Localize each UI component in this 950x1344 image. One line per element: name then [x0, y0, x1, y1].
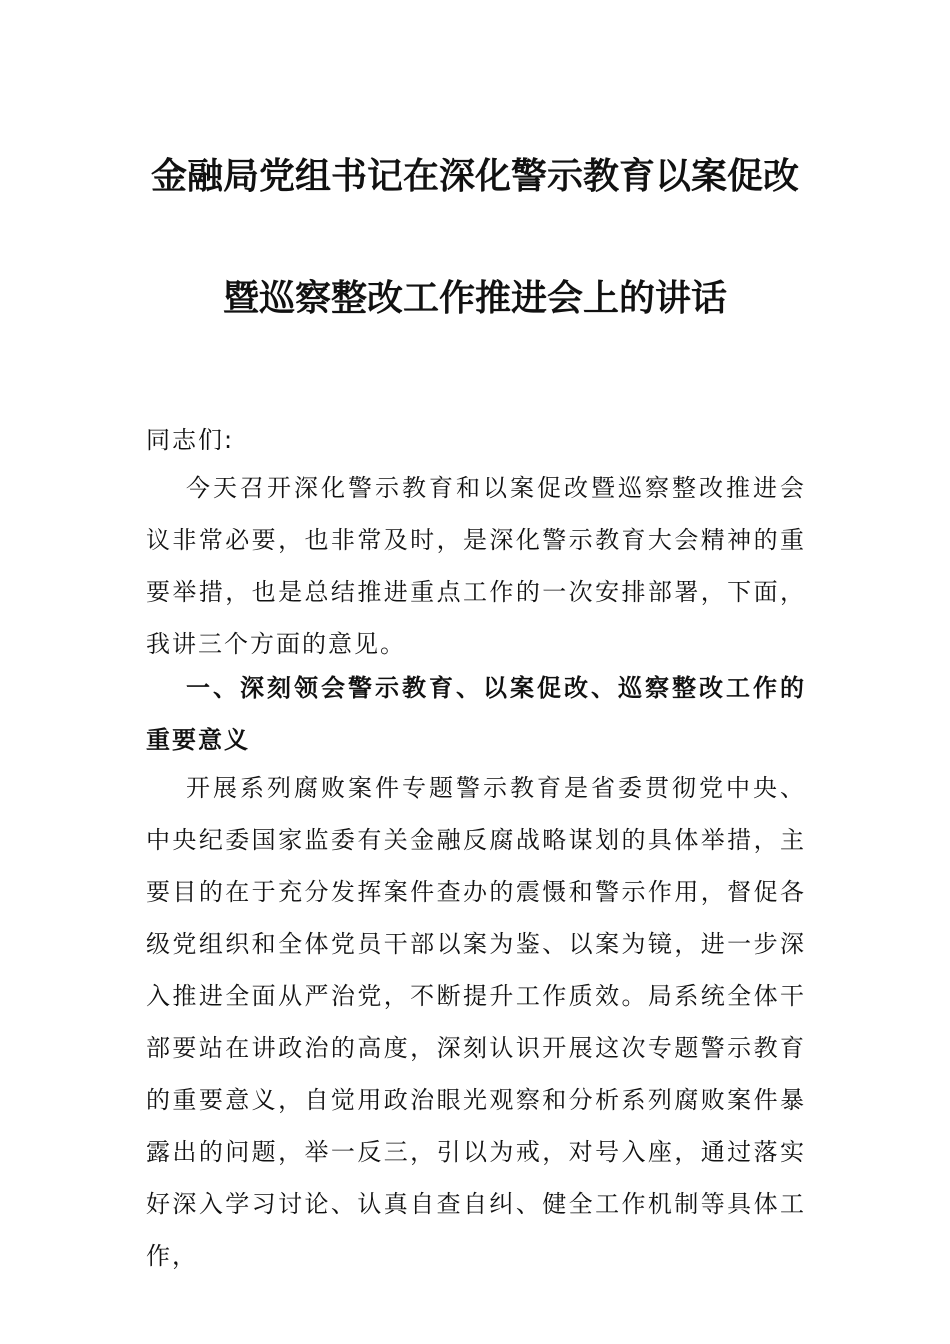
paragraph-intro: 今天召开深化警示教育和以案促改暨巡察整改推进会议非常必要，也非常及时，是深化警示教育大会精神的重要举措，也是总结推进重点工作的一次安排部署，下面，我讲三个方面的意见。: [146, 474, 806, 658]
greeting: 同志们:: [146, 426, 235, 454]
section-heading-1: 一、深刻领会警示教育、以案促改、巡察整改工作的重要意义: [146, 674, 806, 754]
document-title-line-1: 金融局党组书记在深化警示教育以案促改: [150, 155, 799, 197]
paragraph-section-1: 开展系列腐败案件专题警示教育是省委贯彻党中央、中央纪委国家监委有关金融反腐战略谋划的具体举措，主要目的在于充分发挥案件查办的震慑和警示作用，督促各级党组织和全体党员干部以案为鉴、以案为镜，进一步深入推进全面从严治党，不断提升工作质效。局系统全体干部要站在讲政治的高度，深刻认识开展这次专题警示教育的重要意义，自觉用政治眼光观察和分析系列腐败案件暴露出的问题，举一反三，引以为戒，对号入座，通过落实好深入学习讨论、认真自查自纠、健全工作机制等具体工作，: [146, 774, 806, 1270]
document-title-line-2: 暨巡察整改工作推进会上的讲话: [222, 277, 727, 319]
